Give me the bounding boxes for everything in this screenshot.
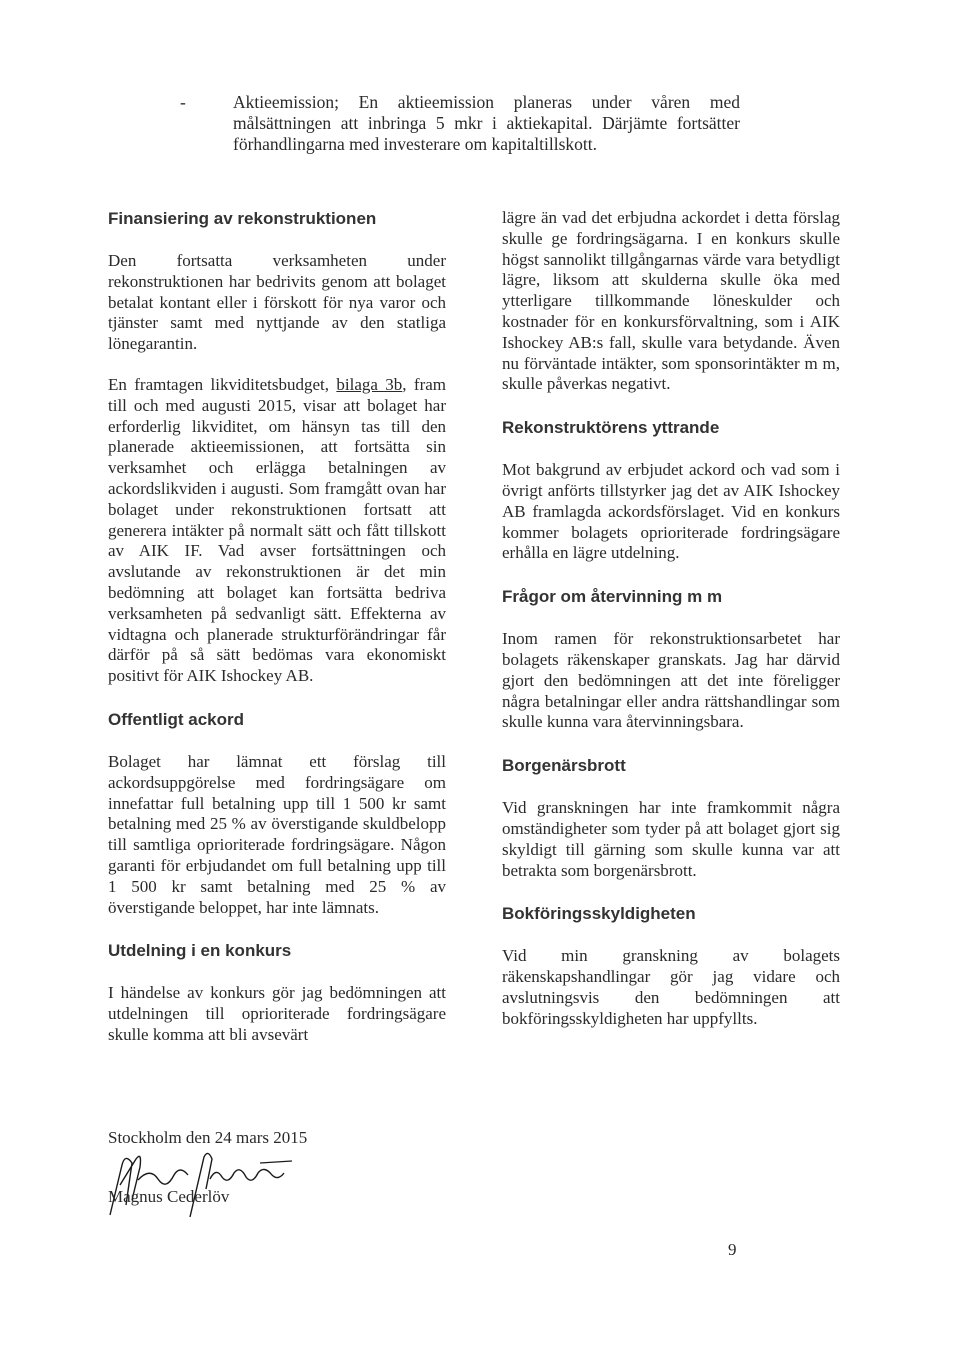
paragraph-creditor-crime: Vid granskningen har inte framkommit några omständigheter som tyder på att bolaget gjort sig skyldigt till gärning som skulle kunna var att betrakta som borgenärsbrott.	[502, 798, 840, 880]
handwritten-signature	[92, 1145, 312, 1220]
paragraph-financing-2-rest: , fram till och med augusti 2015, visar att bolaget har erforderlig likviditet, om hänsyn tas till den planerade aktieemissionen, att fortsätta sin verksamhet och erlägga betalningen av ackordslikviden i augusti. Som framgått ovan har bolaget under rekonstruktionen fortsatt att generera intäkter på normalt sätt och fått tillskott av AIK IF. Vad avser fortsättningen och avslutande av rekonstruktionen är det min bedömning att bolaget kan fortsätta bedriva verksamheten på sedvanligt sätt. Effekterna av vidtagna och planerade strukturförändringar får därför på så sätt bedömas vara ekonomiskt positivt för AIK Ishockey AB.	[108, 374, 446, 686]
paragraph-financing-2	[108, 375, 446, 687]
section-heading-reconstructor-statement: Rekonstruktörens yttrande	[502, 418, 720, 438]
bullet-item-share-issue	[180, 92, 740, 155]
paragraph-reconstructor-statement: Mot bakgrund av erbjudet ackord och vad som i övrigt anförts tillstyrker jag det av AIK Ishockey AB framlagda ackordsförslaget. Vid en konkurs kommer bolagets oprioriterade fordringsägare erhålla en lägre utdelning.	[502, 460, 840, 563]
paragraph-public-composition: Bolaget har lämnat ett förslag till ackordsuppgörelse med fordringsägare om innefattar full betalning upp till 1 500 kr samt betalning med 25 % av överstigande skuldbelopp till samtliga oprioriterade fordringsägare. Någon garanti för erbjudandet om full betalning upp till 1 500 kr samt betalning med 25 % av överstigande beloppet, har inte lämnats.	[108, 751, 446, 917]
section-heading-creditor-crime: Borgenärsbrott	[502, 756, 626, 776]
paragraph-recovery: Inom ramen för rekonstruktionsarbetet har bolagets räkenskaper granskats. Jag har därvid gjort den bedömningen att det inte föreligger några betalningar eller andra rättshandlingar som skulle kunna vara återvinningsbara.	[502, 629, 840, 732]
section-heading-bankruptcy-dividend: Utdelning i en konkurs	[108, 941, 292, 961]
section-heading-recovery: Frågor om återvinning m m	[502, 587, 723, 607]
appendix-reference: bilaga 3b	[336, 374, 403, 394]
bullet-dash: -	[180, 92, 186, 112]
section-heading-financing: Finansiering av rekonstruktionen	[108, 209, 377, 228]
place-and-date: Stockholm den 24 mars 2015	[108, 1128, 308, 1147]
signer-name: Magnus Cederlöv	[108, 1187, 230, 1206]
page-number: 9	[728, 1240, 737, 1259]
paragraph-financing-1: Den fortsatta verksamheten under rekonstruktionen har bedrivits genom att bolaget betalat kontant eller i förskott för nya varor och tjänster samt med nyttjande av den statliga lönegarantin.	[108, 251, 446, 354]
right-column	[502, 208, 840, 1030]
left-column	[108, 208, 446, 1046]
paragraph-bankruptcy-dividend-continued: lägre än vad det erbjudna ackordet i detta förslag skulle ge fordringsägarna. I en konkurs skulle högst sannolikt tillgångarnas värde vara betydligt lägre, liksom att skulderna skulle öka med ytterligare tillkommande löneskulder och kostnader för en konkursförvaltning, som i AIK Ishockey AB:s fall, skulle vara betydande. Även nu förväntade intäkter, som sponsorintäkter m m, skulle påverkas negativt.	[502, 208, 840, 394]
paragraph-bankruptcy-dividend: I händelse av konkurs gör jag bedömningen att utdelningen till oprioriterade fordringsägare skulle komma att bli avsevärt	[108, 983, 446, 1044]
bullet-text: Aktieemission; En aktieemission planeras under våren med målsättningen att inbringa 5 mkr i aktiekapital. Därjämte fortsätter förhandlingarna med investerare om kapitaltillskott.	[233, 92, 740, 154]
section-heading-public-composition: Offentligt ackord	[108, 709, 245, 729]
paragraph-bookkeeping: Vid min granskning av bolagets räkenskapshandlingar gör jag vidare och avslutningsvis den bedömningen att bokföringsskyldigheten har uppfyllts.	[502, 946, 840, 1028]
section-heading-bookkeeping: Bokföringsskyldigheten	[502, 904, 696, 924]
paragraph-financing-2-start: En framtagen likviditetsbudget,	[108, 374, 337, 394]
